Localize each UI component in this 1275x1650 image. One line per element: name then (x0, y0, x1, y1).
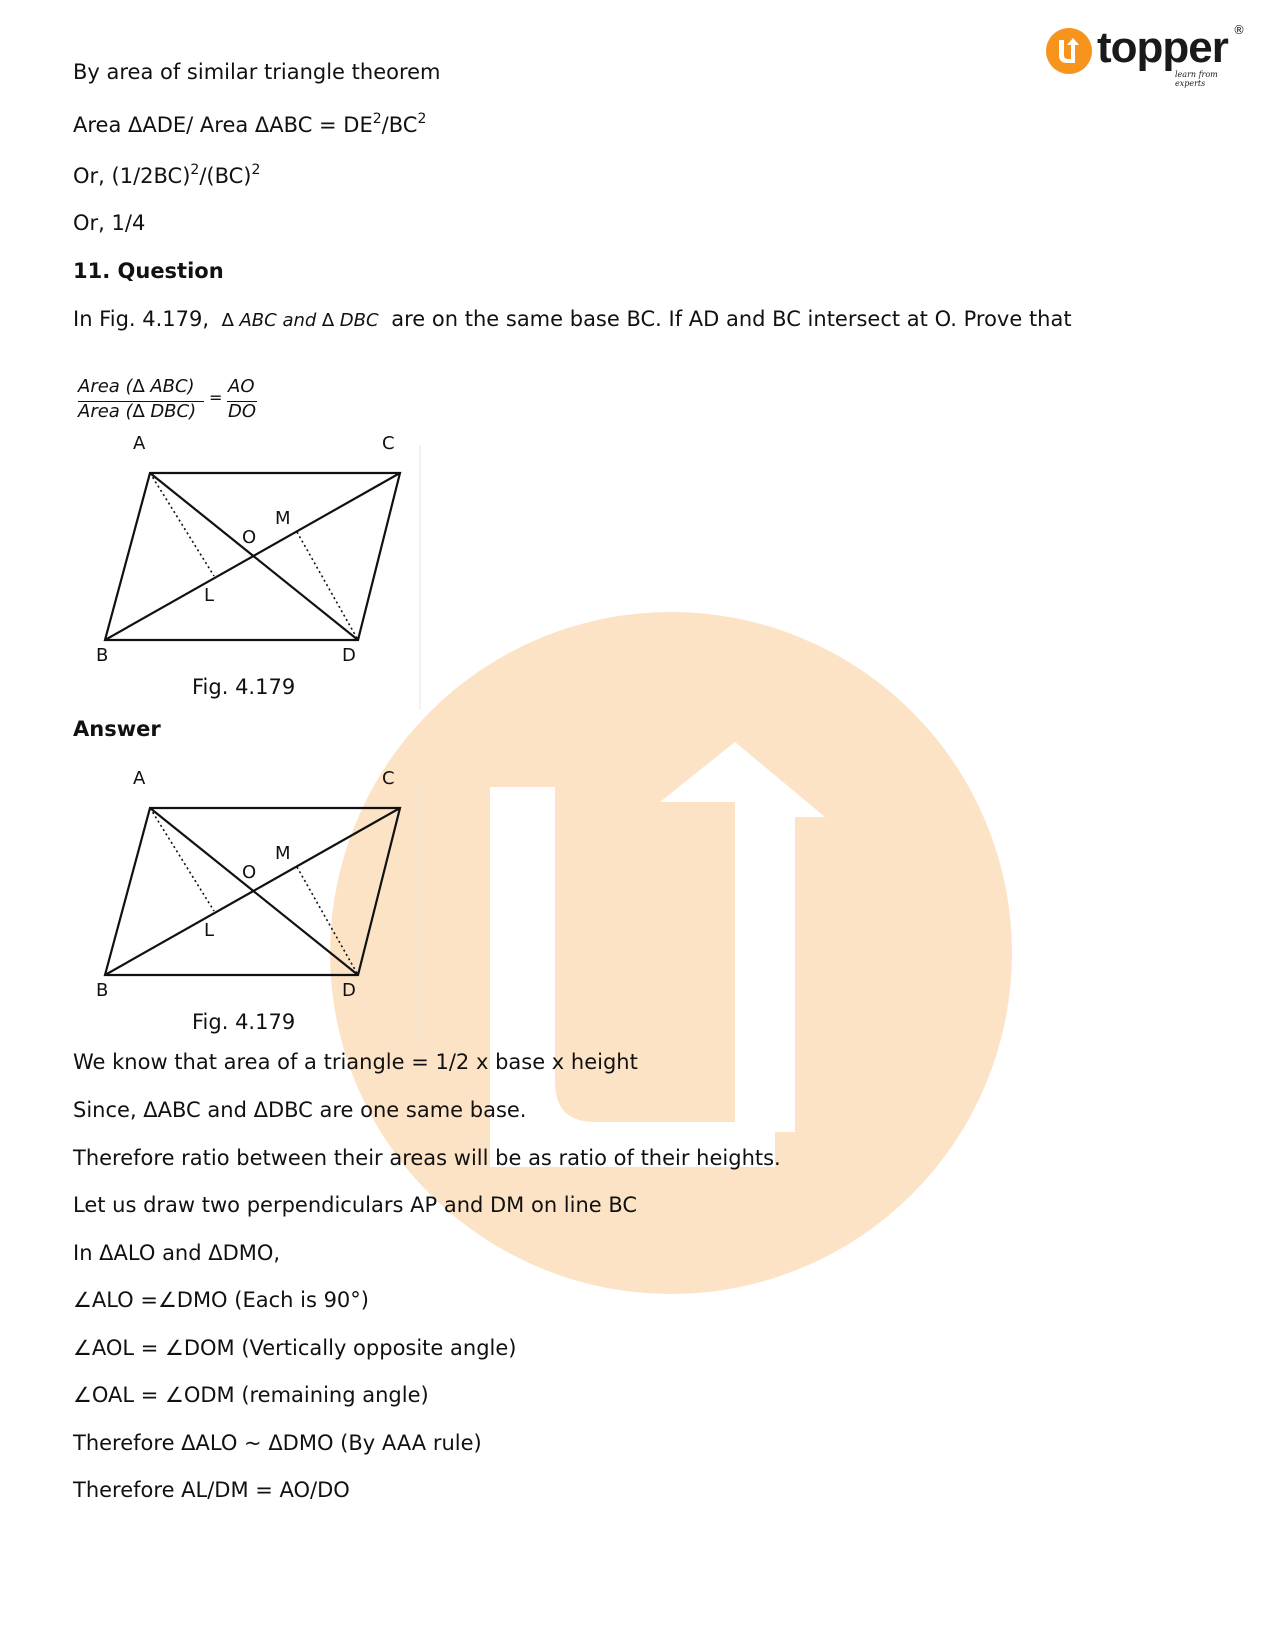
answer-line: ∠ALO =∠DMO (Each is 90°) (73, 1288, 369, 1312)
triangle-notation: ∆ ABC and ∆ DBC (221, 310, 379, 331)
point-label-l: L (204, 920, 215, 941)
superscript: 2 (190, 162, 200, 178)
answer-heading: Answer (73, 717, 161, 741)
question-text (73, 307, 1072, 331)
answer-line: In ΔALO and ΔDMO, (73, 1241, 281, 1265)
superscript: 2 (417, 111, 427, 127)
brand-logo (1045, 25, 1245, 87)
text-line (73, 113, 426, 137)
point-label-o: O (242, 862, 257, 883)
answer-line: ∠OAL = ∠ODM (remaining angle) (73, 1383, 429, 1407)
vertex-label-c: C (382, 433, 395, 454)
answer-line: Therefore ratio between their areas will be as ratio of their heights. (73, 1146, 781, 1170)
vertex-label-c: C (382, 768, 395, 789)
text-segment: /BC (381, 113, 418, 137)
vertex-label-b: B (96, 645, 109, 666)
answer-line: Let us draw two perpendiculars AP and DM on line BC (73, 1193, 638, 1217)
text-line (73, 164, 260, 188)
fraction-numerator-right: AO (228, 376, 255, 397)
point-label-o: O (242, 527, 257, 548)
logo-registered: ® (1233, 23, 1245, 37)
fraction-numerator-left: Area (∆ ABC) (78, 376, 195, 397)
vertex-label-d: D (342, 645, 356, 666)
text-line: Or, 1/4 (73, 211, 146, 235)
point-label-m: M (275, 843, 291, 864)
vertex-label-b: B (96, 980, 109, 1001)
superscript: 2 (372, 111, 382, 127)
geometry-figure (90, 433, 435, 730)
geometry-figure (90, 768, 435, 1065)
text-segment: /(BC) (199, 164, 252, 188)
text-segment: are on the same base BC. If AD and BC intersect at O. Prove that (391, 307, 1072, 331)
logo-wordmark: topper (1097, 23, 1228, 72)
fraction-denominator-left: Area (∆ DBC) (78, 401, 197, 422)
superscript: 2 (251, 162, 261, 178)
point-label-m: M (275, 508, 291, 529)
answer-line: Since, ΔABC and ΔDBC are one same base. (73, 1098, 527, 1122)
text-segment: Or, (1/2BC) (73, 164, 191, 188)
text-segment: Area ΔADE/ Area ΔABC = DE (73, 113, 373, 137)
figure-caption: Fig. 4.179 (192, 675, 296, 699)
figure-caption: Fig. 4.179 (192, 1010, 296, 1034)
answer-line: ∠AOL = ∠DOM (Vertically opposite angle) (73, 1336, 517, 1360)
logo-tagline: learn from experts (1175, 70, 1218, 88)
text-segment: In Fig. 4.179, (73, 307, 210, 331)
answer-line: Therefore ΔALO ~ ΔDMO (By AAA rule) (73, 1431, 482, 1455)
text-line: By area of similar triangle theorem (73, 60, 441, 84)
vertex-label-a: A (133, 433, 146, 454)
logo-u-icon (1045, 27, 1093, 75)
answer-line: Therefore AL/DM = AO/DO (73, 1478, 350, 1502)
question-heading: 11. Question (73, 259, 224, 283)
point-label-l: L (204, 585, 215, 606)
fraction-denominator-right: DO (228, 401, 257, 422)
fraction-equals: = (209, 388, 223, 407)
vertex-label-a: A (133, 768, 146, 789)
answer-line: We know that area of a triangle = 1/2 x base x height (73, 1050, 638, 1074)
vertex-label-d: D (342, 980, 356, 1001)
